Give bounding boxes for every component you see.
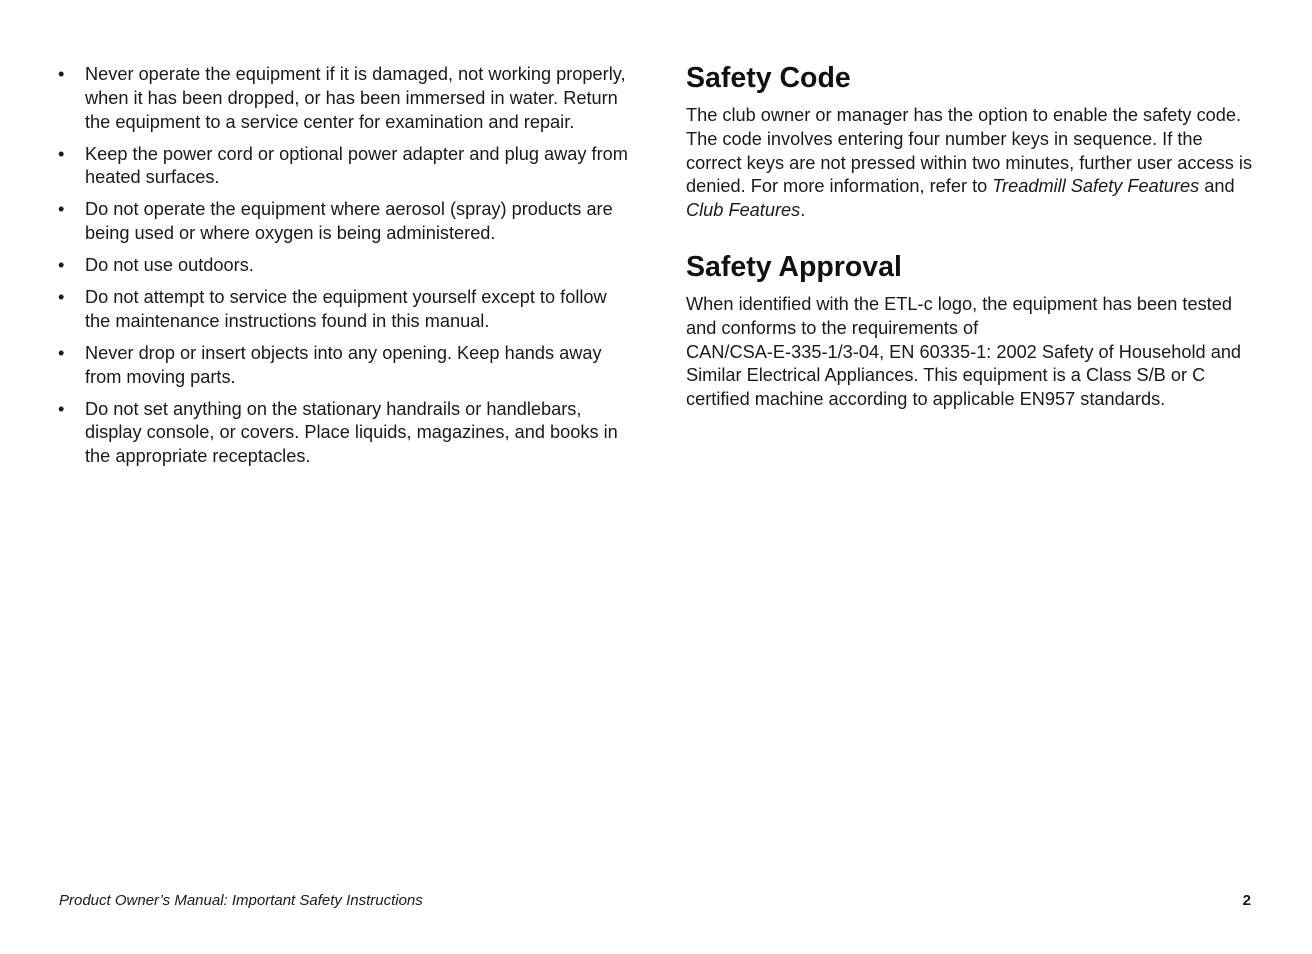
list-item-text: Never drop or insert objects into any opening. Keep hands away from moving parts. — [85, 342, 602, 387]
safety-instructions-list — [58, 63, 630, 469]
list-item — [58, 254, 630, 278]
sentence-end: . — [800, 200, 806, 221]
list-item — [58, 198, 630, 246]
safety-code-paragraph — [686, 104, 1256, 223]
section-spacer — [686, 223, 1256, 249]
bullet-icon: • — [58, 398, 65, 419]
safety-code-heading: Safety Code — [686, 62, 851, 94]
bullet-icon: • — [58, 342, 65, 363]
list-item-text: Never operate the equipment if it is damaged, not working properly, when it has been dropped, or has been immersed in water. Return the equipment to a service center for examination and repair. — [85, 64, 626, 132]
list-item — [58, 63, 630, 134]
conjunction-text: and — [1199, 176, 1235, 197]
list-item-text: Do not use outdoors. — [85, 255, 254, 276]
bullet-icon: • — [58, 64, 65, 84]
safety-approval-line-2: CAN/CSA-E-335-1/3-04, EN 60335-1: 2002 Safety of Household and Similar Electrical Appliances. This equipment is a Class S/B or C certified machine according to applicable EN957 standards. — [686, 341, 1242, 410]
safety-approval-line-1: When identified with the ETL-c logo, the equipment has been tested and conforms to the requirements of — [686, 293, 1232, 338]
list-item — [58, 286, 630, 334]
list-item-text: Do not set anything on the stationary handrails or handlebars, display console, or covers. Place liquids, magazines, and books in the appropriate receptacles. — [85, 398, 618, 467]
list-item-text: Keep the power cord or optional power adapter and plug away from heated surfaces. — [85, 143, 628, 188]
list-item — [58, 342, 630, 390]
list-item-text: Do not operate the equipment where aerosol (spray) products are being used or where oxygen is being administered. — [85, 199, 613, 244]
bullet-icon: • — [58, 255, 65, 276]
safety-approval-heading: Safety Approval — [686, 250, 902, 283]
list-item — [58, 143, 630, 191]
safety-approval-paragraph — [686, 293, 1256, 412]
bullet-icon: • — [58, 143, 65, 164]
bullet-icon: • — [58, 199, 65, 220]
footer-page-number: 2 — [1242, 892, 1251, 909]
left-column — [58, 63, 630, 477]
reference-treadmill-safety-features: Treadmill Safety Features — [992, 176, 1200, 197]
list-item-text: Do not attempt to service the equipment yourself except to follow the maintenance instructions found in this manual. — [85, 287, 607, 331]
right-column — [686, 60, 1256, 412]
list-item — [58, 398, 630, 469]
footer-manual-title: Product Owner’s Manual: Important Safety Instructions — [59, 892, 423, 909]
reference-club-features: Club Features — [686, 200, 801, 221]
safety-code-text: The club owner or manager has the option to enable the safety code. The code involves entering four number keys in sequence. If the correct keys are not pressed within two minutes, further user access is denied. For more information, refer to — [686, 105, 1253, 197]
bullet-icon: • — [58, 287, 65, 308]
